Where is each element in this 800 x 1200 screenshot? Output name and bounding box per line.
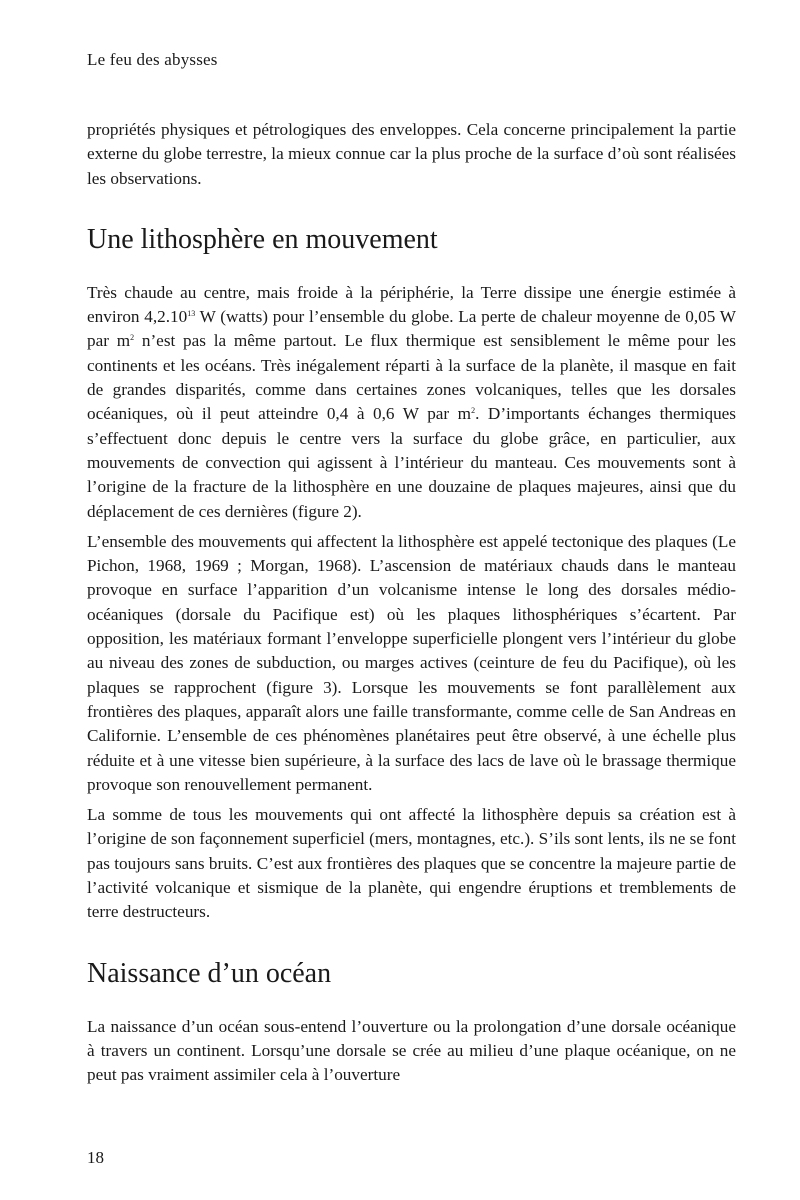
paragraph-plate-tectonics: L’ensemble des mouvements qui affectent la lithosphère est appelé tectonique des plaques (Le Pichon, 1968, 1969 ; Morgan, 1968). L’ascension de matériaux chauds dans le manteau provoque en surface l’apparition d’un volcanisme intense le long des dorsales médio-océaniques (dorsale du Pacifique est) où les plaques lithosphériques s’écartent. Par opposition, les matériaux formant l’enveloppe superficielle plongent vers l’intérieur du globe au niveau des zones de subduction, ou marges actives (ceinture de feu du Pacifique), où les plaques se rapprochent (figure 3). Lorsque les mouvements se font parallèlement aux frontières des plaques, apparaît alors une faille transformante, comme celle de San Andreas en Californie. L’ensemble de ces phénomènes planétaires peut être observé, à une échelle plus réduite et à une vitesse bien supérieure, à la surface des lacs de lave où le brassage thermique provoque son renouvellement permanent. bbox=[87, 531, 736, 794]
page-number: 18 bbox=[87, 1148, 104, 1167]
text-run: Très chaude au centre, mais froide à la périphérie, la Terre dissipe une énergie estimée à environ 4,2.10 bbox=[87, 282, 736, 327]
paragraph-heat-flux bbox=[87, 281, 736, 524]
superscript: 2 bbox=[471, 406, 476, 416]
section-heading-ocean: Naissance d’un océan bbox=[87, 957, 332, 989]
intro-paragraph: propriétés physiques et pétrologiques des enveloppes. Cela concerne principalement la partie externe du globe terrestre, la mieux connue car la plus proche de la surface d’où sont réalisées les observations. bbox=[87, 120, 736, 188]
superscript: 2 bbox=[130, 333, 135, 343]
paragraph-movements: La somme de tous les mouvements qui ont affecté la lithosphère depuis sa création est à l’origine de son façonnement superficiel (mers, montagnes, etc.). S’ils sont lents, ils ne se font pas toujours sans bruits. C’est aux frontières des plaques que se concentre la majeure partie de l’activité volcanique et sismique de la planète, qui engendre éruptions et tremblements de terre destructeurs. bbox=[87, 805, 736, 922]
text-run: . D’importants échanges thermiques s’effectuent donc depuis le centre vers la surface du globe grâce, en particulier, aux mouvements de convection qui agissent à l’intérieur du manteau. Ces mouvements sont à l’origine de la fracture de la lithosphère en une douzaine de plaques majeures, ainsi que du déplacement de ces dernières (figure 2). bbox=[87, 404, 736, 521]
text-run: W (watts) pour l’ensemble du globe. La perte de chaleur moyenne de 0,05 W par m bbox=[87, 307, 736, 351]
paragraph-ocean-birth: La naissance d’un océan sous-entend l’ouverture ou la prolongation d’une dorsale océanique à travers un continent. Lorsqu’une dorsale se crée au milieu d’une plaque océanique, on ne peut pas vraiment assimiler cela à l’ouverture bbox=[87, 1016, 736, 1085]
text-run: n’est pas la même partout. Le flux thermique est sensiblement le même pour les continents et les océans. Très inégalement réparti à la surface de la planète, il masque en fait de grandes disparités, comme dans certaines zones volcaniques, telles que les dorsales océaniques, où il peut atteindre 0,4 à 0,6 W par m bbox=[87, 331, 736, 424]
page-body bbox=[87, 118, 736, 1094]
running-head: Le feu des abysses bbox=[87, 50, 218, 69]
superscript: 13 bbox=[187, 309, 196, 319]
section-heading-lithosphere: Une lithosphère en mouvement bbox=[87, 223, 438, 255]
